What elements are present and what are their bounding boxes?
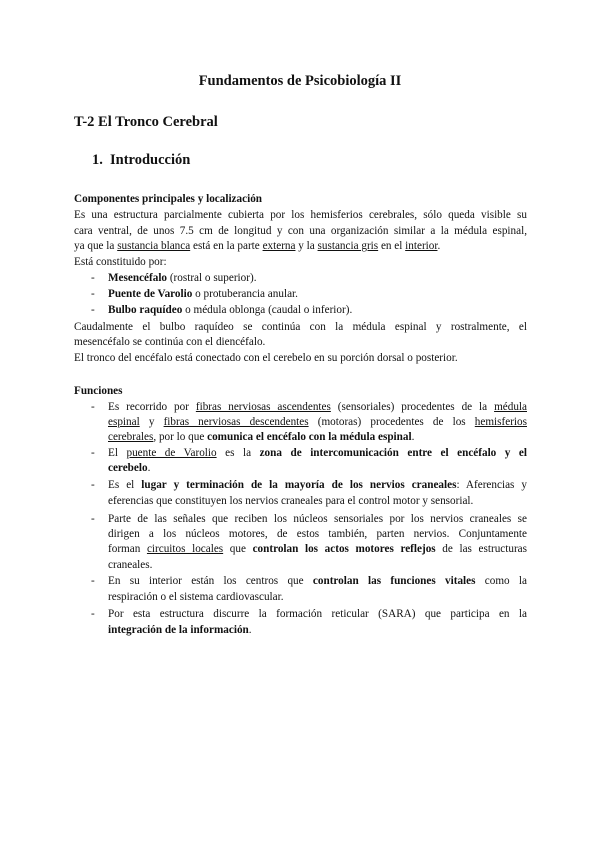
list-bullet: - bbox=[91, 575, 95, 587]
term-interior: interior bbox=[405, 240, 438, 252]
funciones-heading: Funciones bbox=[74, 385, 123, 397]
section-heading bbox=[92, 152, 190, 169]
term-fibras-ascendentes: fibras nerviosas ascendentes bbox=[195, 401, 331, 413]
term-cerebrales: cerebrales bbox=[108, 431, 154, 443]
componentes-p2-line1: Caudalmente el bulbo raquídeo se continúa con la médula espinal y rostralmente, el bbox=[74, 321, 527, 333]
term-fibras-descendentes: fibras nerviosas descendentes bbox=[163, 416, 309, 428]
funciones-b4-line2: dirigen a los núcleos motores, de estos también, parten nervios. Conjuntamente bbox=[108, 528, 527, 540]
funciones-b2-line2: cerebelo. bbox=[108, 462, 151, 474]
componentes-heading: Componentes principales y localización bbox=[74, 193, 263, 205]
funciones-b3-line1: Es el lugar y terminación de la mayoría de los nervios craneales: Aferencias y bbox=[108, 479, 527, 491]
list-bullet: - bbox=[91, 608, 95, 620]
funciones-b1-line3: cerebrales, por lo que comunica el encéfalo con la médula espinal. bbox=[108, 431, 415, 443]
funciones-b4-line4: craneales. bbox=[108, 559, 153, 571]
document-title: Fundamentos de Psicobiología II bbox=[198, 73, 402, 89]
funciones-b4-line3: forman circuitos locales que controlan los actos motores reflejos de las estructuras bbox=[108, 543, 527, 555]
list-bullet: - bbox=[91, 401, 95, 413]
componentes-p1-line1: Es una estructura parcialmente cubierta por los hemisferios cerebrales, sólo queda visible su bbox=[74, 209, 527, 221]
componentes-p1-line3: ya que la sustancia blanca está en la parte externa y la sustancia gris en el interior. bbox=[74, 240, 441, 252]
term-sustancia-blanca: sustancia blanca bbox=[117, 240, 191, 252]
term-puente-varolio: puente de Varolio bbox=[126, 447, 217, 459]
term-externa: externa bbox=[262, 240, 296, 252]
funciones-b5-line1: En su interior están los centros que controlan las funciones vitales como la bbox=[108, 575, 528, 587]
componentes-p2-line2: mesencéfalo se continúa con el diencéfalo. bbox=[74, 336, 266, 348]
term-sustancia-gris: sustancia gris bbox=[317, 240, 379, 252]
componentes-p1-line2: cara ventral, de unos 7.5 cm de longitud y con una organización similar a la médula espinal, bbox=[74, 225, 527, 237]
list-bullet: - bbox=[91, 479, 95, 491]
funciones-b1-line1: Es recorrido por fibras nerviosas ascendentes (sensoriales) procedentes de la médula bbox=[108, 401, 527, 413]
componentes-intro: Está constituido por: bbox=[74, 256, 167, 268]
term-circuitos-locales: circuitos locales bbox=[146, 543, 224, 555]
funciones-b6-line2: integración de la información. bbox=[108, 624, 252, 636]
funciones-b3-line2: eferencias que constituyen los nervios craneales para el control motor y sensorial. bbox=[108, 495, 474, 507]
funciones-b6-line1: Por esta estructura discurre la formación reticular (SARA) que participa en la bbox=[108, 608, 527, 620]
term-hemisferios: hemisferios bbox=[474, 416, 527, 428]
funciones-b5-line2: respiración o el sistema cardiovascular. bbox=[108, 591, 284, 603]
componentes-p3: El tronco del encéfalo está conectado con el cerebelo en su porción dorsal o posterior. bbox=[74, 352, 458, 364]
list-bullet: - bbox=[91, 304, 95, 316]
term-espinal: espinal bbox=[108, 416, 140, 428]
funciones-b4-line1: Parte de las señales que reciben los núcleos sensoriales por los nervios craneales se bbox=[108, 513, 527, 525]
list-bullet: - bbox=[91, 447, 95, 459]
list-bullet: - bbox=[91, 272, 95, 284]
topic-title: T-2 El Tronco Cerebral bbox=[74, 114, 218, 130]
section-number: 1. bbox=[92, 152, 103, 168]
list-bullet: - bbox=[91, 288, 95, 300]
funciones-b2-line1: El puente de Varolio es la zona de intercomunicación entre el encéfalo y el bbox=[108, 447, 527, 459]
list-item-puente: Puente de Varolio o protuberancia anular. bbox=[108, 288, 298, 300]
term-medula: médula bbox=[494, 401, 527, 413]
funciones-b1-line2: espinal y fibras nerviosas descendentes (motoras) procedentes de los hemisferios bbox=[108, 416, 527, 428]
list-bullet: - bbox=[91, 513, 95, 525]
section-title: Introducción bbox=[110, 152, 191, 168]
list-item-bulbo: Bulbo raquídeo o médula oblonga (caudal o inferior). bbox=[108, 304, 353, 316]
list-item-mesencefalo: Mesencéfalo (rostral o superior). bbox=[108, 272, 257, 284]
